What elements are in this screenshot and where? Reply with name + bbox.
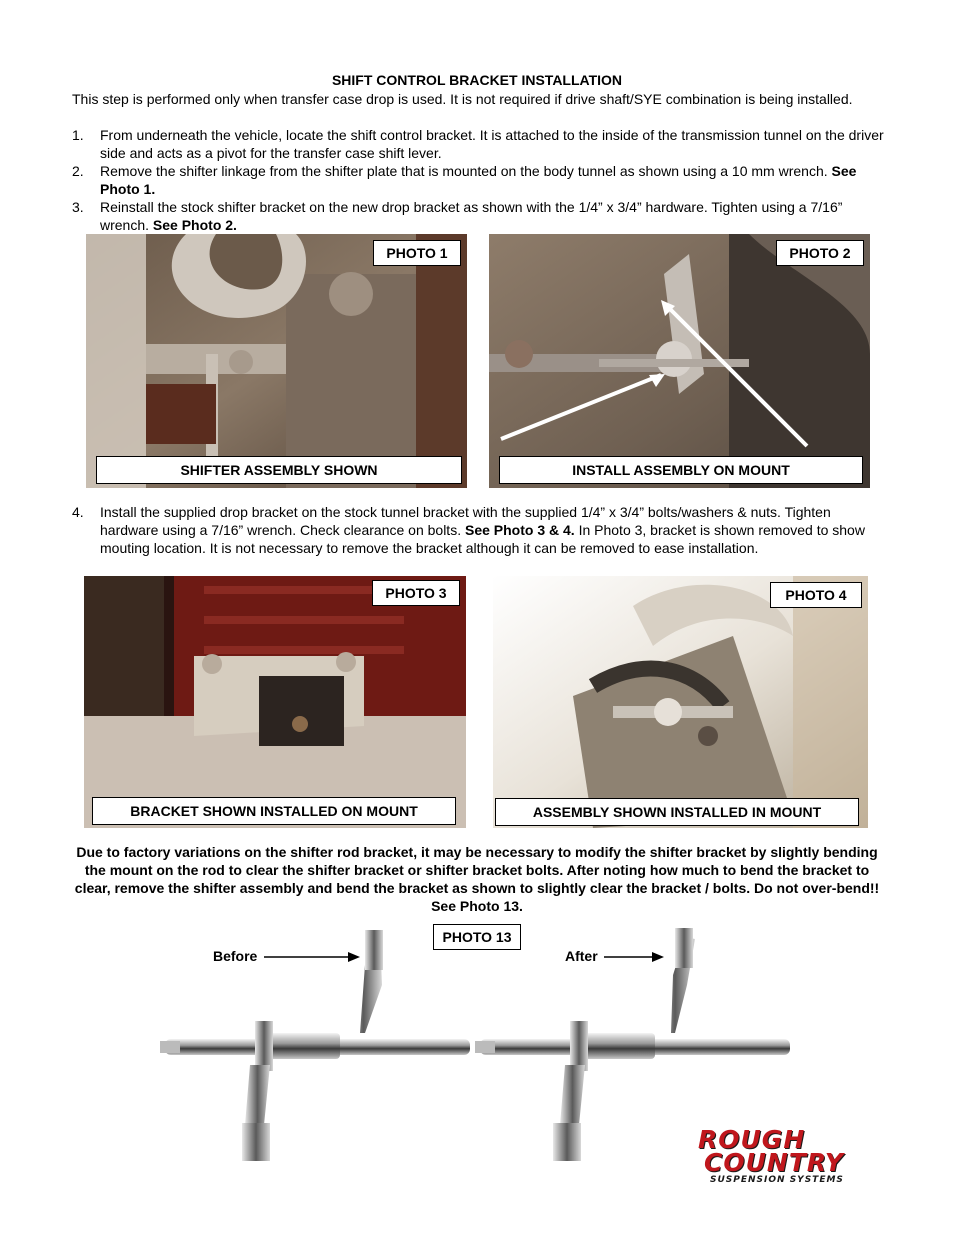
photo-13-tag: PHOTO 13 bbox=[433, 924, 521, 950]
photo-tag: PHOTO 3 bbox=[372, 580, 460, 606]
photo-reference: See Photo 3 & 4. bbox=[464, 522, 575, 538]
photo-3-image bbox=[84, 576, 466, 828]
step-2 bbox=[72, 162, 887, 198]
step-text: Remove the shifter linkage from the shifter plate that is mounted on the body tunnel as shown using a 10 mm wrench. bbox=[100, 163, 832, 179]
photo-1-image bbox=[86, 234, 467, 488]
photo-4 bbox=[493, 576, 868, 828]
photo-tag: PHOTO 4 bbox=[770, 582, 862, 608]
step-text: Reinstall the stock shifter bracket on the new drop bracket as shown with the 1/4” x 3/4” hardware. Tighten using a 7/16” wrench. bbox=[100, 199, 843, 233]
photo-caption: SHIFTER ASSEMBLY SHOWN bbox=[96, 456, 462, 484]
step-number: 4. bbox=[72, 504, 84, 520]
step-number: 2. bbox=[72, 163, 84, 179]
logo-line-1: ROUGH bbox=[698, 1125, 806, 1154]
photo-reference: See Photo 1. bbox=[100, 163, 857, 197]
after-label: After bbox=[565, 948, 598, 964]
photo-reference: See Photo 2. bbox=[152, 217, 237, 233]
photo-1 bbox=[86, 234, 467, 488]
step-text-continued: In Photo 3, bracket is shown removed to show mouting location. It is not necessary to remove the bracket although it can be removed to ease installation. bbox=[100, 522, 865, 556]
step-number: 3. bbox=[72, 199, 84, 215]
rough-country-logo bbox=[698, 1125, 888, 1190]
step-4 bbox=[72, 503, 887, 557]
photo-caption: INSTALL ASSEMBLY ON MOUNT bbox=[499, 456, 863, 484]
intro-paragraph: This step is performed only when transfer case drop is used. It is not required if drive shaft/SYE combination is being installed. bbox=[72, 91, 853, 107]
photo-caption: BRACKET SHOWN INSTALLED ON MOUNT bbox=[92, 797, 456, 825]
photo-2-image bbox=[489, 234, 870, 488]
photo-4-image bbox=[493, 576, 868, 828]
step-number: 1. bbox=[72, 127, 84, 143]
page-title: SHIFT CONTROL BRACKET INSTALLATION bbox=[331, 72, 623, 88]
photo-3 bbox=[84, 576, 466, 828]
step-text: From underneath the vehicle, locate the shift control bracket. It is attached to the inside of the transmission tunnel on the driver side and acts as a pivot for the transfer case shift lever. bbox=[100, 127, 884, 161]
before-rod bbox=[160, 930, 470, 1161]
logo-line-2: COUNTRY bbox=[704, 1148, 844, 1177]
notice-text: Due to factory variations on the shifter rod bracket, it may be necessary to modify the shifter bracket by slightly bending the mount on the rod to clear the shifter bracket or shifter bracket bolts. After noting how much to bend the bracket to clear, remove the shifter assembly and bend the bracket as shown to slightly clear the bracket / bolts. Do not over-bend!! See Photo 13. bbox=[74, 844, 880, 914]
photo-2 bbox=[489, 234, 870, 488]
photo-tag: PHOTO 2 bbox=[776, 240, 864, 266]
step-1 bbox=[72, 126, 887, 162]
step-text: Install the supplied drop bracket on the stock tunnel bracket with the supplied 1/4” x 3/4” bolts/washers & nuts. Tighten hardware using a 7/16” wrench. Check clearance on bolts. bbox=[100, 504, 831, 538]
before-label: Before bbox=[213, 948, 258, 964]
photo-tag: PHOTO 1 bbox=[373, 240, 461, 266]
photo-caption: ASSEMBLY SHOWN INSTALLED IN MOUNT bbox=[495, 798, 859, 826]
logo-line-3: SUSPENSION SYSTEMS bbox=[710, 1175, 844, 1185]
step-3 bbox=[72, 198, 887, 234]
